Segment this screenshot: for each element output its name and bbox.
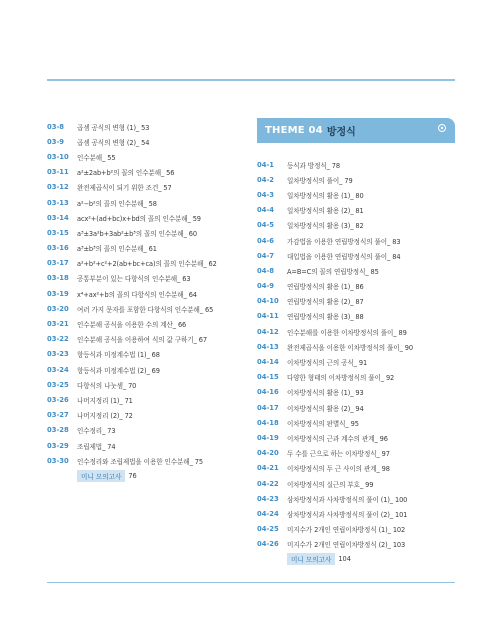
item-number: 03-23: [47, 350, 69, 359]
toc-item[interactable]: [257, 491, 457, 506]
toc-item[interactable]: [257, 537, 457, 552]
toc-item[interactable]: [47, 119, 247, 134]
item-title: 연립방정식의 활용 (3)_ 88: [287, 313, 364, 322]
item-title: 나머지정리 (1)_ 71: [77, 396, 133, 405]
toc-item[interactable]: [47, 408, 247, 423]
toc-item[interactable]: [257, 248, 457, 263]
item-title: 조립제법_ 74: [77, 442, 116, 451]
toc-item[interactable]: [257, 339, 457, 354]
item-title: 인수정리와 조립제법을 이용한 인수분해_ 75: [77, 457, 203, 466]
item-title: 인수정리_ 73: [77, 427, 116, 436]
toc-item[interactable]: [47, 392, 247, 407]
item-title: 인수분해_ 55: [77, 153, 116, 162]
item-number: 04-6: [257, 236, 275, 245]
toc-item[interactable]: [257, 370, 457, 385]
toc-item[interactable]: [257, 218, 457, 233]
top-rule: [47, 79, 455, 81]
item-number: 04-9: [257, 282, 275, 291]
toc-item[interactable]: [257, 522, 457, 537]
item-number: 03-18: [47, 274, 69, 283]
item-title: 인수분해 공식을 이용한 수의 계산_ 66: [77, 321, 187, 330]
item-title: 곱셈 공식의 변형 (2)_ 54: [77, 138, 150, 147]
item-title: 완전제곱식을 이용한 이차방정식의 풀이_ 90: [287, 343, 413, 352]
item-number: 04-20: [257, 449, 279, 458]
item-number: 03-29: [47, 441, 69, 450]
item-number: 04-13: [257, 342, 279, 351]
toc-item[interactable]: [257, 233, 457, 248]
item-title: 이차방정식의 판별식_ 95: [287, 419, 359, 428]
item-title: 나머지정리 (2)_ 72: [77, 412, 133, 421]
item-number: 04-17: [257, 403, 279, 412]
toc-item[interactable]: [47, 423, 247, 438]
toc-item[interactable]: [47, 195, 247, 210]
toc-item[interactable]: [257, 263, 457, 278]
toc-item[interactable]: [257, 309, 457, 324]
item-number: 03-26: [47, 395, 69, 404]
item-title: 이차방정식의 활용 (1)_ 93: [287, 389, 364, 398]
toc-item[interactable]: [257, 294, 457, 309]
toc-item[interactable]: [47, 165, 247, 180]
toc-item[interactable]: [257, 385, 457, 400]
item-number: 03-30: [47, 456, 69, 465]
item-number: 04-14: [257, 358, 279, 367]
toc-item[interactable]: [257, 415, 457, 430]
item-title: 삼차방정식과 사차방정식의 풀이 (2)_ 101: [287, 510, 408, 519]
item-title: 등식과 방정식_ 78: [287, 161, 340, 170]
item-title: 일차방정식의 활용 (2)_ 81: [287, 207, 364, 216]
item-number: 03-19: [47, 289, 69, 298]
bottom-rule: [47, 582, 455, 583]
item-number: 03-17: [47, 259, 69, 268]
item-title: 이차방정식의 활용 (2)_ 94: [287, 404, 364, 413]
toc-item[interactable]: [257, 354, 457, 369]
item-number: 04-4: [257, 206, 275, 215]
toc-item[interactable]: [47, 180, 247, 195]
item-title: 일차방정식의 풀이_ 79: [287, 176, 353, 185]
item-number: 04-10: [257, 297, 279, 306]
item-title: 두 수를 근으로 하는 이차방정식_ 97: [287, 450, 390, 459]
toc-item[interactable]: [257, 324, 457, 339]
item-title: 이차방정식의 근의 공식_ 91: [287, 359, 368, 368]
item-title: 인수분해를 이용한 이차방정식의 풀이_ 89: [287, 328, 407, 337]
item-number: 03-24: [47, 365, 69, 374]
toc-item[interactable]: [257, 400, 457, 415]
item-title: 공통부분이 있는 다항식의 인수분해_ 63: [77, 275, 191, 284]
item-title: 연립방정식의 활용 (1)_ 86: [287, 283, 364, 292]
item-title: 가감법을 이용한 연립방정식의 풀이_ 83: [287, 237, 401, 246]
mini-test-badge: 미니 모의고사: [77, 470, 125, 482]
toc-item[interactable]: [47, 149, 247, 164]
item-number: 04-11: [257, 312, 279, 321]
item-title: 곱셈 공식의 변형 (1)_ 53: [77, 123, 150, 132]
item-title: 연립방정식의 활용 (2)_ 87: [287, 298, 364, 307]
toc-item[interactable]: [257, 476, 457, 491]
item-number: 04-25: [257, 525, 279, 534]
item-title: 삼차방정식과 사차방정식의 풀이 (1)_ 100: [287, 495, 408, 504]
item-number: 03-20: [47, 304, 69, 313]
item-number: 04-24: [257, 509, 279, 518]
toc-item[interactable]: [47, 286, 247, 301]
item-title: a²+b²+c²+2(ab+bc+ca)의 꼴의 인수분해_ 62: [77, 260, 217, 269]
toc-item[interactable]: [257, 506, 457, 521]
item-title: a³±3a²b+3ab²±b³의 꼴의 인수분해_ 60: [77, 229, 197, 238]
toc-item[interactable]: [257, 446, 457, 461]
toc-item[interactable]: [257, 187, 457, 202]
toc-item[interactable]: [257, 430, 457, 445]
item-number: 04-3: [257, 190, 275, 199]
mini-test-badge: 미니 모의고사: [287, 553, 335, 565]
toc-item[interactable]: [257, 203, 457, 218]
mini-test-page: 104: [338, 555, 351, 564]
item-title: 일차방정식의 활용 (3)_ 82: [287, 222, 364, 231]
toc-item[interactable]: [47, 332, 247, 347]
item-number: 04-5: [257, 221, 275, 230]
item-number: 04-22: [257, 479, 279, 488]
mini-test-item[interactable]: [47, 468, 247, 483]
item-number: 03-28: [47, 426, 69, 435]
item-title: 미지수가 2개인 연립이차방정식 (1)_ 102: [287, 526, 406, 535]
item-title: 대입법을 이용한 연립방정식의 풀이_ 84: [287, 252, 401, 261]
item-number: 04-18: [257, 418, 279, 427]
item-number: 04-1: [257, 160, 275, 169]
item-title: a³±b³의 꼴의 인수분해_ 61: [77, 245, 157, 254]
toc-right-column: [257, 157, 457, 567]
toc-item[interactable]: [47, 347, 247, 362]
item-number: 03-25: [47, 380, 69, 389]
item-number: 03-13: [47, 198, 69, 207]
item-title: 이차방정식의 두 근 사이의 관계_ 98: [287, 465, 390, 474]
item-number: 03-21: [47, 320, 69, 329]
item-number: 03-16: [47, 244, 69, 253]
item-number: 03-9: [47, 137, 65, 146]
item-number: 03-8: [47, 122, 65, 131]
item-title: 인수분해 공식을 이용하여 식의 값 구하기_ 67: [77, 336, 207, 345]
item-number: 04-8: [257, 266, 275, 275]
item-number: 03-22: [47, 335, 69, 344]
item-title: acx²+(ad+bc)x+bd의 꼴의 인수분해_ 59: [77, 214, 201, 223]
item-number: 04-15: [257, 373, 279, 382]
item-number: 04-16: [257, 388, 279, 397]
toc-item[interactable]: [47, 377, 247, 392]
item-number: 03-11: [47, 168, 69, 177]
item-title: 여러 가지 문자를 포함한 다항식의 인수분해_ 65: [77, 305, 214, 314]
item-title: a²±2ab+b²의 꼴의 인수분해_ 56: [77, 169, 175, 178]
item-title: 다항식의 나눗셈_ 70: [77, 381, 137, 390]
toc-item[interactable]: [257, 279, 457, 294]
item-title: a²−b²의 꼴의 인수분해_ 58: [77, 199, 157, 208]
item-title: 완전제곱식이 되기 위한 조건_ 57: [77, 184, 172, 193]
toc-item[interactable]: [47, 225, 247, 240]
toc-item[interactable]: [257, 172, 457, 187]
mini-test-item[interactable]: [257, 552, 457, 567]
item-title: 항등식과 미정계수법 (1)_ 68: [77, 351, 160, 360]
theme-decoration-icon: [437, 123, 447, 133]
theme-title: 방정식: [326, 127, 356, 138]
item-title: A=B=C의 꼴의 연립방정식_ 85: [287, 267, 379, 276]
item-number: 04-12: [257, 327, 279, 336]
item-number: 03-15: [47, 228, 69, 237]
item-title: 일차방정식의 활용 (1)_ 80: [287, 191, 364, 200]
theme-label: THEME 04: [265, 125, 323, 136]
item-title: 미지수가 2개인 연립이차방정식 (2)_ 103: [287, 541, 406, 550]
toc-item[interactable]: [47, 362, 247, 377]
toc-item[interactable]: [47, 316, 247, 331]
item-title: 다양한 형태의 이차방정식의 풀이_ 92: [287, 374, 395, 383]
item-title: 이차방정식의 근과 계수의 관계_ 96: [287, 434, 388, 443]
item-number: 03-27: [47, 411, 69, 420]
item-number: 04-7: [257, 251, 275, 260]
toc-item[interactable]: [257, 461, 457, 476]
toc-item[interactable]: [257, 157, 457, 172]
item-number: 04-2: [257, 175, 275, 184]
toc-item[interactable]: [47, 134, 247, 149]
theme-header: [257, 118, 455, 143]
item-number: 04-19: [257, 433, 279, 442]
item-title: 이차방정식의 실근의 부호_ 99: [287, 480, 374, 489]
mini-test-page: 76: [128, 471, 137, 480]
toc-item[interactable]: [47, 301, 247, 316]
toc-item[interactable]: [47, 438, 247, 453]
toc-item[interactable]: [47, 210, 247, 225]
item-number: 03-14: [47, 213, 69, 222]
toc-item[interactable]: [47, 271, 247, 286]
item-number: 03-10: [47, 152, 69, 161]
toc-item[interactable]: [47, 453, 247, 468]
item-number: 04-21: [257, 464, 279, 473]
item-number: 04-23: [257, 494, 279, 503]
toc-item[interactable]: [47, 241, 247, 256]
toc-item[interactable]: [47, 256, 247, 271]
item-title: 항등식과 미정계수법 (2)_ 69: [77, 366, 160, 375]
toc-left-column: [47, 119, 247, 484]
item-number: 03-12: [47, 183, 69, 192]
item-number: 04-26: [257, 540, 279, 549]
item-title: x⁴+ax²+b의 꼴의 다항식의 인수분해_ 64: [77, 290, 197, 299]
